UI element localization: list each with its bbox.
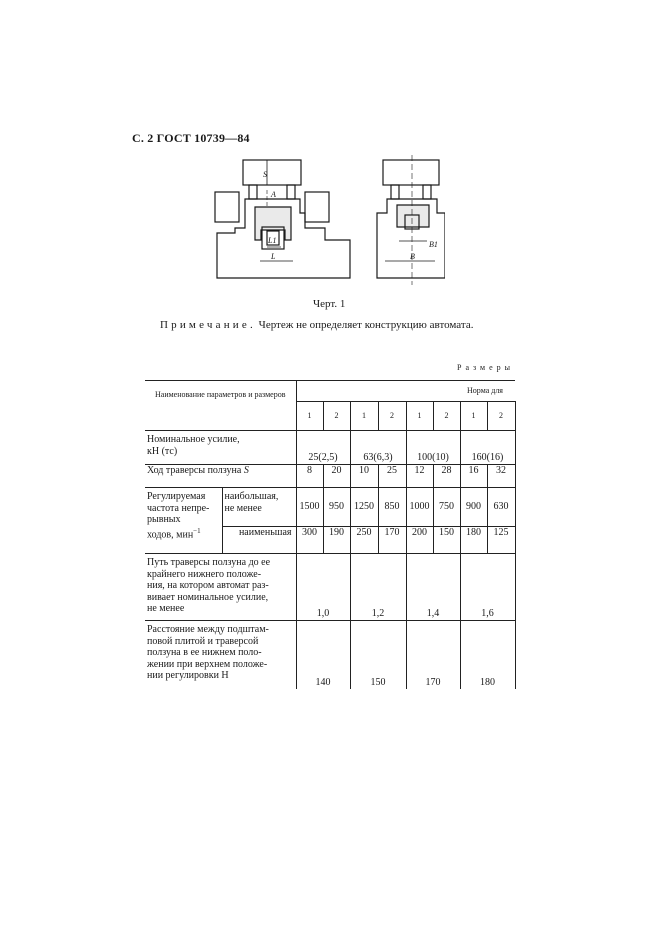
label-b1: B1: [429, 240, 438, 249]
row-label-text: Ход траверсы ползуна: [147, 465, 242, 476]
parameters-table: [145, 380, 516, 689]
table-row: [145, 431, 515, 465]
table-cell: 8: [296, 465, 323, 488]
subcol-header: 1: [460, 402, 487, 431]
row-label-symbol: S: [243, 465, 249, 476]
table-cell: 950: [323, 488, 350, 527]
table-cell: 180: [460, 527, 487, 554]
row-label-line: крайнего нижнего положе-: [147, 568, 262, 580]
table-cell: 200: [406, 527, 433, 554]
table-row: [145, 488, 515, 527]
row-label-text: ходов, мин: [147, 528, 194, 540]
table-cell: 16: [460, 465, 487, 488]
subcol-header: 1: [296, 402, 323, 431]
row-label-line: повой плитой и траверсой: [147, 635, 259, 647]
table-row: [145, 465, 515, 488]
table-cell: 32: [487, 465, 515, 488]
row-label-force: [145, 431, 296, 465]
table-cell: 100(10): [406, 431, 460, 465]
subcol-header: 2: [487, 402, 515, 431]
table-cell: 180: [460, 621, 515, 690]
units-label: Размеры: [457, 363, 515, 372]
table-cell: 1500: [296, 488, 323, 527]
table-cell: 1,0: [296, 554, 350, 621]
subcol-header: 2: [323, 402, 350, 431]
table-cell: 300: [296, 527, 323, 554]
table-cell: 28: [433, 465, 460, 488]
row-label-rate: [145, 488, 222, 554]
figure-caption: Черт. 1: [313, 298, 346, 310]
table-cell: 1000: [406, 488, 433, 527]
row-label-line: ния, на котором автомат раз-: [147, 580, 269, 591]
table-cell: 25: [378, 465, 406, 488]
table-cell: 750: [433, 488, 460, 527]
table-cell: 20: [323, 465, 350, 488]
table-cell: 12: [406, 465, 433, 488]
side-view: [377, 155, 445, 285]
note-lead: Примечание.: [160, 319, 256, 331]
table-cell: 250: [350, 527, 378, 554]
table-row: [145, 621, 515, 690]
row-label-stroke: [145, 465, 296, 488]
row-label-line: рывных: [147, 514, 181, 525]
row-label-line: не менее: [224, 502, 262, 514]
row-label-line: кН (тс): [147, 445, 178, 457]
note-text: Чертеж не определяет конструкцию автомата.: [258, 319, 474, 331]
table-cell: 150: [433, 527, 460, 554]
front-view: [215, 160, 350, 278]
label-b: B: [410, 252, 415, 261]
row-label-line: [147, 526, 220, 541]
table-cell: 1250: [350, 488, 378, 527]
table-cell: 140: [296, 621, 350, 690]
figure-drawing: [205, 155, 445, 290]
label-l1: L1: [268, 236, 277, 245]
row-label-line: нии регулировки H: [147, 670, 229, 681]
sublabel-max: [222, 488, 296, 527]
row-label-line: жении при верхнем положе-: [147, 658, 268, 670]
col-header-norm: Норма для: [296, 381, 515, 402]
table-cell: 1,6: [460, 554, 515, 621]
table-cell: 63(6,3): [350, 431, 406, 465]
table-cell: 900: [460, 488, 487, 527]
label-s: S: [263, 170, 267, 179]
label-a: A: [271, 190, 276, 199]
row-label-line: ползуна в ее нижнем поло-: [147, 647, 262, 658]
row-label-line: наибольшая,: [224, 491, 279, 502]
row-label-line: Расстояние между подштам-: [147, 624, 269, 635]
col-header-params: Наименование параметров и размеров: [145, 381, 296, 431]
table-cell: 190: [323, 527, 350, 554]
row-label-path: [145, 554, 296, 621]
row-label-distance: [145, 621, 296, 690]
row-label-line: Номинальное усилие,: [147, 434, 240, 445]
subcol-header: 2: [433, 402, 460, 431]
table-cell: 1,4: [406, 554, 460, 621]
row-label-line: частота непре-: [147, 502, 210, 514]
row-label-line: Путь траверсы ползуна до ее: [147, 557, 271, 568]
table-cell: 170: [406, 621, 460, 690]
row-label-line: Регулируемая: [147, 491, 206, 502]
page-header: С. 2 ГОСТ 10739—84: [132, 131, 250, 145]
label-l: L: [271, 252, 276, 261]
subcol-header: 1: [350, 402, 378, 431]
subcol-header: 1: [406, 402, 433, 431]
note: [160, 319, 473, 331]
row-label-line: вивает номинальное усилие,: [147, 591, 269, 603]
table-cell: 1,2: [350, 554, 406, 621]
subcol-header: 2: [378, 402, 406, 431]
table-cell: 850: [378, 488, 406, 527]
table-cell: 150: [350, 621, 406, 690]
table-cell: 170: [378, 527, 406, 554]
table-cell: 25(2,5): [296, 431, 350, 465]
table-cell: 160(16): [460, 431, 515, 465]
table-cell: 630: [487, 488, 515, 527]
row-label-exponent: −1: [193, 526, 201, 535]
sublabel-min: наименьшая: [222, 527, 296, 554]
table-cell: 125: [487, 527, 515, 554]
table-cell: 10: [350, 465, 378, 488]
row-label-line: не менее: [147, 603, 185, 614]
table-row: [145, 554, 515, 621]
